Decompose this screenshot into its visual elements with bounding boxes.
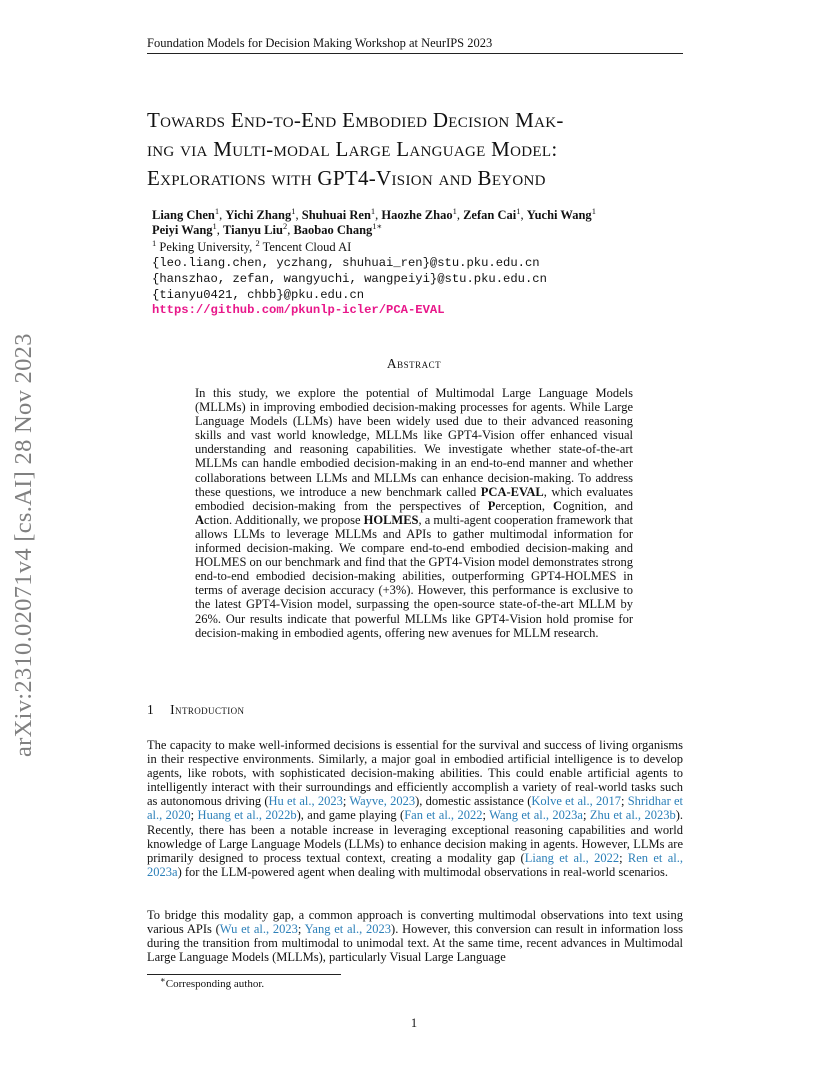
body-text: ; bbox=[482, 808, 490, 823]
author-list: Liang Chen$^1$, Yichi Zhang$^1$, Shuhuai Ren$^1$, Haozhe Zhao$^1$, Zefan Cai$^1$, Yuchi Wang$^1$ Peiyi Wang$^1$, Tianyu Liu$^2$, Baobao Chang$^{1∗}$ bbox=[152, 205, 596, 237]
abstract-text: erception, bbox=[495, 498, 554, 513]
author-sup: 1 bbox=[370, 205, 376, 216]
abstract-text: , a multi-agent cooperation framework that allows LLMs to leverage MLLMs and APIs to gather multimodal information for informed decision-making. We compare end-to-end embodied decision-making and HOLMES on our benchmark and find that the GPT4-Vision model demonstrates strong end-to-end embodied decision-making abilities, outperforming GPT4-HOLMES in terms of average decision accuracy (+3%). However, this performance is exclusive to the latest GPT4-Vision model, surpassing the open-source state-of-the-art MLLM by 26%. Our results indicate that powerful MLLMs like GPT4-Vision hold promise for decision-making in embodied agents, offering new avenues for MLLM research. bbox=[195, 512, 634, 640]
abstract-heading: Abstract bbox=[386, 356, 442, 371]
footnote bbox=[160, 974, 265, 990]
author-sup: 1 bbox=[591, 205, 596, 216]
citation-link[interactable]: Fan et al., 2022 bbox=[404, 808, 483, 823]
abstract-body bbox=[195, 386, 633, 640]
framework-name: HOLMES bbox=[363, 512, 419, 527]
citation-link[interactable]: Wayve, 2023 bbox=[349, 794, 416, 809]
benchmark-name: PCA-EVAL bbox=[480, 484, 544, 499]
body-text: To bridge this modality gap, a common approach is converting multimodal observations into text using various APIs ( bbox=[147, 908, 683, 937]
acronym-letter: A bbox=[195, 512, 205, 527]
email-line: {leo.liang.chen, yczhang, shuhuai_ren}@stu.pku.edu.cn bbox=[152, 256, 540, 270]
body-text: The capacity to make well-informed decisions is essential for the survival and success of living organisms in their respective environments. Similarly, a major goal in embodied artificial intelligence is to develop agents, like robots, with sophisticated decision-making abilities. This could enable artificial agents to intelligently interact with their surroundings and efficiently accomplish a variety of real-world tasks such as autonomous driving ( bbox=[147, 738, 683, 809]
author-sup: 1 bbox=[452, 205, 457, 216]
citation-link[interactable]: Huang et al., 2022b bbox=[197, 808, 297, 823]
author-sup: 2 bbox=[282, 220, 288, 231]
author-name: Yichi Zhang bbox=[225, 208, 292, 222]
citation-link[interactable]: Hu et al., 2023 bbox=[268, 794, 343, 809]
author-name: Haozhe Zhao bbox=[381, 208, 453, 222]
body-text: ; bbox=[582, 808, 590, 823]
citation-link[interactable]: Kolve et al., 2017 bbox=[531, 794, 621, 809]
title-line-1: Towards End-to-End Embodied Decision Mak- bbox=[147, 108, 564, 132]
author-name: Shuhuai Ren bbox=[301, 208, 371, 222]
body-text: ; bbox=[619, 850, 628, 865]
aff-sup: 1 bbox=[152, 237, 157, 248]
author-name: Baobao Chang bbox=[293, 223, 373, 237]
footnote-text: Corresponding author. bbox=[165, 978, 265, 990]
body-text: ), and game playing ( bbox=[296, 808, 405, 823]
author-name: Peiyi Wang bbox=[152, 223, 213, 237]
title-line-2: ing via Multi-modal Large Language Model: bbox=[147, 137, 558, 161]
acronym-letter: C bbox=[553, 498, 563, 513]
section-heading bbox=[147, 702, 244, 718]
email-line: {tianyu0421, chbb}@pku.edu.cn bbox=[152, 288, 365, 302]
author-name: Tianyu Liu bbox=[223, 223, 283, 237]
body-text: ). Recently, there has been a notable increase in leveraging exceptional reasoning capabilities and world knowledge of Large Language Models (LLMs) to enhance decision making in agents. However, LLMs are primarily designed to process textual context, creating a modality gap ( bbox=[147, 808, 683, 865]
citation-link[interactable]: Wang et al., 2023a bbox=[489, 808, 583, 823]
arxiv-stamp: arXiv:2310.02071v4 [cs.AI] 28 Nov 2023 bbox=[10, 333, 37, 757]
affiliations bbox=[152, 237, 352, 255]
footnote-mark: ∗ bbox=[160, 974, 166, 985]
abstract-text: ognition, and bbox=[562, 498, 633, 513]
body-text: ), domestic assistance ( bbox=[415, 794, 532, 809]
section-number: 1 bbox=[147, 702, 155, 717]
citation-link[interactable]: Shridhar et al., 2020 bbox=[147, 794, 683, 823]
body-text: ) for the LLM-powered agent when dealing with multimodal observations in real-world scenarios. bbox=[177, 864, 669, 879]
body-text: ). However, this conversion can result in information loss during the transition from multimodal to unimodal text. At the same time, recent advances in Multimodal Large Language Models (MLLMs), particularly Visual Large Language bbox=[147, 922, 683, 965]
affiliation: Peking University, bbox=[156, 240, 256, 254]
footnote-rule bbox=[147, 974, 341, 975]
email-line: {hanszhao, zefan, wangyuchi, wangpeiyi}@stu.pku.edu.cn bbox=[152, 272, 547, 286]
abstract-text: , which evaluates embodied decision-making from the perspectives of bbox=[195, 484, 633, 513]
citation-link[interactable]: Zhu et al., 2023b bbox=[589, 808, 676, 823]
author-name: Zefan Cai bbox=[463, 208, 517, 222]
running-header: Foundation Models for Decision Making Workshop at NeurIPS 2023 bbox=[147, 36, 493, 50]
author-sup: 1 bbox=[516, 205, 521, 216]
citation-link[interactable]: Ren et al., 2023a bbox=[147, 850, 683, 879]
aff-sup: 2 bbox=[255, 237, 260, 248]
acronym-letter: P bbox=[487, 498, 496, 513]
section-title: Introduction bbox=[170, 702, 245, 717]
paper-title bbox=[147, 106, 692, 193]
author-sup: 1 bbox=[291, 205, 296, 216]
citation-link[interactable]: Liang et al., 2022 bbox=[524, 850, 620, 865]
author-name: Yuchi Wang bbox=[526, 208, 592, 222]
page-number: 1 bbox=[410, 1016, 418, 1030]
body-text: ; bbox=[620, 794, 628, 809]
author-name: Liang Chen bbox=[152, 208, 215, 222]
github-link[interactable]: https://github.com/pkunlp-icler/PCA-EVAL bbox=[152, 303, 445, 317]
author-sup: 1 bbox=[212, 220, 217, 231]
title-line-3: Explorations with GPT4-Vision and Beyond bbox=[147, 166, 546, 190]
abstract-text: In this study, we explore the potential of Multimodal Large Language Models (MLLMs) in improving embodied decision-making processes for agents. While Large Language Models (LLMs) have been widely used due to their advanced reasoning skills and vast world knowledge, MLLMs like GPT4-Vision offer enhanced visual understanding and reasoning capabilities. We investigate whether state-of-the-art MLLMs can handle embodied decision-making in an end-to-end manner and whether collaborations between LLMs and MLLMs can enhance decision-making. To address these questions, we introduce a new benchmark called bbox=[195, 386, 633, 499]
affiliation: Tencent Cloud AI bbox=[259, 240, 352, 254]
citation-link[interactable]: Yang et al., 2023 bbox=[304, 922, 392, 937]
body-text: ; bbox=[190, 808, 198, 823]
author-sup: 1∗ bbox=[372, 220, 383, 231]
body-text: ; bbox=[342, 794, 350, 809]
body-text: ; bbox=[297, 922, 305, 937]
author-sup: 1 bbox=[214, 205, 220, 216]
header-rule bbox=[147, 53, 683, 54]
abstract-text: ction. Additionally, we propose bbox=[204, 512, 364, 527]
intro-paragraph-2 bbox=[147, 908, 683, 964]
citation-link[interactable]: Wu et al., 2023 bbox=[219, 922, 298, 937]
intro-paragraph-1 bbox=[147, 738, 683, 879]
